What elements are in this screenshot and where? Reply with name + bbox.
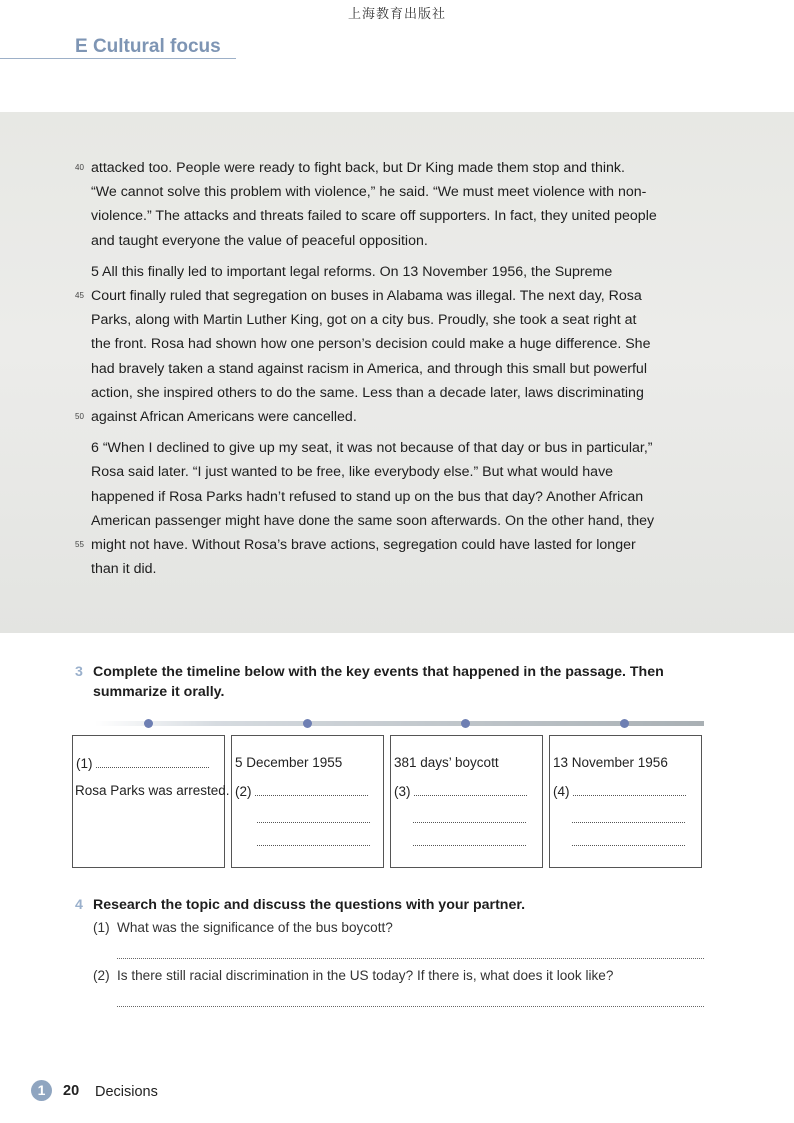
- timeline-box-2: [231, 735, 384, 868]
- section-title-rule: [0, 58, 236, 59]
- section-title: E Cultural focus: [75, 36, 221, 57]
- timeline-line: [95, 721, 704, 726]
- task-4-title: Research the topic and discuss the questions with your partner.: [93, 897, 526, 913]
- line-number: 40: [75, 163, 84, 172]
- box-4-answer-blank[interactable]: [573, 783, 686, 796]
- passage-line: 5 All this finally led to important legal reforms. On 13 November 1956, the Supreme: [91, 263, 613, 280]
- line-number: 50: [75, 412, 84, 421]
- line-number: 55: [75, 540, 84, 549]
- passage-line: Court finally ruled that segregation on buses in Alabama was illegal. The next day, Rosa: [91, 288, 642, 304]
- passage-line: against African Americans were cancelled.: [91, 409, 357, 425]
- timeline-box-3: [390, 735, 543, 868]
- box-4-answer-line[interactable]: [572, 822, 685, 823]
- timeline-dot: [144, 719, 153, 728]
- passage-line: 6 “When I declined to give up my seat, it was not because of that day or bus in particular,”: [91, 440, 653, 457]
- publisher-header: 上海教育出版社: [347, 7, 446, 22]
- question-1-number: (1): [93, 920, 110, 935]
- timeline-box-1: [72, 735, 230, 868]
- unit-title: Decisions: [95, 1084, 158, 1100]
- timeline-dot: [303, 719, 312, 728]
- box-3-event: 381 days’ boycott: [394, 755, 499, 770]
- question-1: [93, 920, 393, 935]
- passage-line: had bravely taken a stand against racism in America, and through this small but powerful: [91, 360, 647, 377]
- task-3-instruction: [75, 662, 664, 702]
- box-1-label: (1): [76, 756, 93, 771]
- question-1-text: What was the significance of the bus boycott?: [117, 920, 393, 935]
- task-4-instruction: [75, 895, 525, 915]
- passage-line: Parks, along with Martin Luther King, got on a city bus. Proudly, she took a seat right at: [91, 312, 637, 329]
- task-3-line-2: summarize it orally.: [93, 684, 225, 700]
- passage-line: Rosa said later. “I just wanted to be free, like everybody else.” But what would have: [91, 464, 614, 481]
- timeline-dot: [620, 719, 629, 728]
- task-4-number: 4: [75, 897, 83, 913]
- box-4-answer-line[interactable]: [572, 845, 685, 846]
- box-4-label: (4): [553, 784, 570, 799]
- box-3-answer-line[interactable]: [413, 822, 526, 823]
- question-1-answer-line[interactable]: [117, 958, 704, 959]
- task-3-number: 3: [75, 664, 83, 680]
- passage-line: and taught everyone the value of peaceful opposition.: [91, 232, 428, 249]
- unit-number-badge: 1: [31, 1080, 52, 1101]
- box-3-label: (3): [394, 784, 411, 799]
- line-number: 45: [75, 291, 84, 300]
- passage-line: American passenger might have done the same soon afterwards. On the other hand, they: [91, 512, 655, 529]
- box-4-date: 13 November 1956: [553, 755, 668, 770]
- box-2-answer-line[interactable]: [257, 822, 370, 823]
- passage-line: the front. Rosa had shown how one person’s decision could make a huge difference. She: [91, 336, 651, 353]
- passage-line: action, she inspired others to do the same. Less than a decade later, laws discriminating: [91, 384, 644, 401]
- question-2-text: Is there still racial discrimination in the US today? If there is, what does it look like?: [117, 968, 614, 983]
- box-2-answer-blank[interactable]: [255, 783, 368, 796]
- box-2-date: 5 December 1955: [235, 755, 343, 770]
- passage-line: happened if Rosa Parks hadn’t refused to stand up on the bus that day? Another African: [91, 488, 644, 505]
- box-3-answer-blank[interactable]: [414, 783, 527, 796]
- timeline-box-4: [549, 735, 702, 868]
- passage-line: might not have. Without Rosa’s brave actions, segregation could have lasted for longer: [91, 537, 636, 553]
- box-1-text: Rosa Parks was arrested.: [75, 783, 230, 798]
- passage-line: than it did.: [91, 561, 157, 578]
- box-2-label: (2): [235, 784, 252, 799]
- task-3-line-1: Complete the timeline below with the key events that happened in the passage. Then: [93, 664, 664, 680]
- box-3-answer-line[interactable]: [413, 845, 526, 846]
- passage-line: “We cannot solve this problem with violence,” he said. “We must meet violence with non-: [91, 184, 647, 201]
- box-2-answer-line[interactable]: [257, 845, 370, 846]
- passage-line: attacked too. People were ready to fight back, but Dr King made them stop and think.: [91, 160, 625, 176]
- timeline-dot: [461, 719, 470, 728]
- question-2: [93, 968, 613, 983]
- passage-line: violence.” The attacks and threats failed to scare off supporters. In fact, they united people: [91, 208, 657, 225]
- question-2-number: (2): [93, 968, 110, 983]
- box-1-answer-blank[interactable]: [96, 755, 209, 768]
- page-number: 20: [63, 1083, 80, 1099]
- question-2-answer-line[interactable]: [117, 1006, 704, 1007]
